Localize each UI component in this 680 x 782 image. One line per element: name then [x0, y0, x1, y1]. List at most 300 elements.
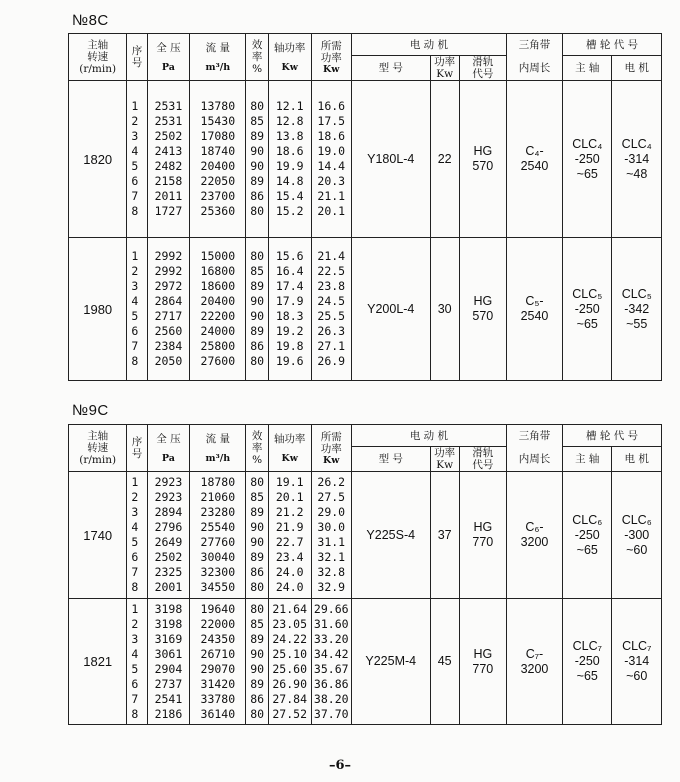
pulley-spindle-code-line: -250 — [574, 654, 600, 668]
flow-value: 25800 — [200, 339, 236, 353]
flow-value: 18780 — [200, 475, 236, 489]
motor-model: Y180L-4 — [351, 81, 430, 238]
seq-number: 4 — [131, 294, 139, 308]
rail-code-line: HG — [473, 144, 493, 158]
flow-value: 24350 — [200, 631, 236, 646]
seq-number: 3 — [131, 129, 139, 143]
req-power-value: 25.5 — [317, 309, 346, 323]
speed-group-row — [69, 472, 662, 599]
rail-code-line: 570 — [472, 159, 494, 173]
header-motor: 电 动 机 — [351, 425, 506, 447]
shaft-power-value: 15.6 — [275, 249, 304, 263]
efficiency-value: 90 — [250, 661, 265, 676]
shaft-power-value: 12.1 — [275, 99, 304, 113]
efficiency-value: 89 — [250, 505, 265, 519]
req-power-value-column — [311, 238, 351, 381]
header-req-power-unit: Kw — [323, 63, 340, 75]
belt-spec — [506, 238, 562, 381]
header-req-power-label-line: 功率 — [320, 442, 342, 455]
shaft-power-value: 16.4 — [275, 264, 304, 278]
flow-value: 25540 — [200, 520, 236, 534]
header-req-power — [311, 34, 351, 81]
flow-value: 22050 — [200, 174, 236, 188]
header-pressure-label: 全 压 — [156, 41, 181, 54]
pulley-motor-code-line: ~55 — [626, 316, 648, 331]
req-power-value: 24.5 — [317, 294, 346, 308]
efficiency-value: 85 — [250, 490, 265, 504]
rail-code-line: 570 — [472, 309, 494, 323]
header-rpm — [69, 34, 127, 81]
pressure-value: 3169 — [154, 631, 183, 646]
req-power-value: 29.66 — [313, 601, 349, 616]
flow-value: 20400 — [200, 294, 236, 308]
req-power-value: 26.3 — [317, 324, 346, 338]
belt-spec-line: C₄- — [525, 144, 544, 158]
efficiency-value: 80 — [250, 249, 265, 263]
shaft-power-value: 19.8 — [275, 339, 304, 353]
shaft-power-value: 24.22 — [272, 631, 307, 646]
pressure-value: 2541 — [154, 691, 183, 706]
shaft-power-value: 17.9 — [275, 294, 304, 308]
header-motor-power-line: 功率 — [434, 56, 456, 68]
header-efficiency — [246, 425, 268, 472]
seq-number-column — [127, 599, 147, 725]
efficiency-value: 86 — [250, 189, 265, 203]
belt-spec — [506, 81, 562, 238]
efficiency-value: 89 — [250, 550, 265, 564]
seq-number: 8 — [131, 706, 139, 721]
seq-number-column — [127, 238, 147, 381]
efficiency-value: 89 — [250, 129, 265, 143]
speed-group-row — [69, 81, 662, 238]
flow-value-column — [190, 238, 246, 381]
pulley-motor-code-line: CLC₇ — [622, 639, 652, 653]
pressure-value: 2413 — [154, 144, 183, 158]
pulley-motor-code-line: ~60 — [626, 542, 648, 557]
header-belt-length: 内周长 — [506, 56, 562, 81]
header-pressure-unit: Pa — [161, 452, 175, 464]
shaft-power-value: 19.1 — [275, 475, 304, 489]
pulley-spindle-code-line: -250 — [574, 301, 600, 316]
pressure-value: 3198 — [154, 616, 183, 631]
pulley-motor-code — [612, 238, 662, 381]
rail-code-line: HG — [473, 646, 493, 661]
pulley-motor-code — [612, 599, 662, 725]
header-rpm-line: 转速 — [87, 51, 109, 63]
header-efficiency-line: % — [252, 63, 263, 75]
seq-number: 1 — [131, 601, 139, 616]
header-efficiency-line: 效 — [251, 430, 263, 442]
header-motor-rail-line: 滑轨 — [472, 56, 494, 68]
req-power-value: 20.3 — [317, 174, 346, 188]
header-motor-rail-line: 代号 — [472, 459, 494, 471]
efficiency-value: 86 — [250, 339, 265, 353]
pressure-value: 2050 — [154, 354, 183, 368]
header-pressure — [147, 34, 190, 81]
efficiency-value: 89 — [250, 676, 265, 691]
header-seq-line: 序 — [131, 45, 143, 57]
pressure-value: 1727 — [154, 204, 183, 218]
shaft-power-value: 25.10 — [272, 646, 307, 661]
seq-number: 7 — [131, 691, 139, 706]
pressure-value: 2796 — [154, 520, 183, 534]
efficiency-value: 89 — [250, 174, 265, 188]
req-power-value: 38.20 — [313, 691, 349, 706]
pressure-value: 2992 — [154, 249, 183, 263]
efficiency-value: 80 — [250, 354, 265, 368]
flow-value: 22000 — [200, 616, 236, 631]
shaft-power-value: 19.9 — [275, 159, 304, 173]
flow-value: 18600 — [200, 279, 236, 293]
flow-value: 27760 — [200, 535, 236, 549]
pulley-motor-code-line: -300 — [624, 527, 650, 542]
seq-number: 3 — [131, 631, 139, 646]
pulley-motor-code-line: -314 — [624, 151, 650, 166]
shaft-power-value: 15.4 — [275, 189, 304, 203]
flow-value: 34550 — [200, 580, 236, 594]
pulley-spindle-code-line: ~65 — [576, 166, 598, 181]
req-power-value: 29.0 — [317, 505, 346, 519]
page-number: –6– — [328, 758, 352, 773]
req-power-value: 14.4 — [317, 159, 346, 173]
flow-value: 23280 — [200, 505, 236, 519]
flow-value: 26710 — [200, 646, 236, 661]
pressure-value: 2737 — [154, 676, 183, 691]
fan-spec-table — [68, 33, 662, 381]
req-power-value: 26.9 — [317, 354, 346, 368]
header-pressure-label: 全 压 — [156, 432, 181, 445]
shaft-power-value-column — [268, 599, 311, 725]
pressure-value-column — [147, 599, 190, 725]
header-motor-rail — [459, 56, 506, 81]
header-shaft-power-unit: Kw — [281, 61, 298, 73]
efficiency-value: 86 — [250, 691, 265, 706]
header-efficiency-line: % — [252, 454, 263, 466]
pulley-spindle-code — [563, 599, 612, 725]
efficiency-value: 90 — [250, 535, 265, 549]
seq-number: 7 — [131, 339, 139, 353]
seq-number: 5 — [131, 309, 139, 323]
header-flow-unit: m³/h — [205, 61, 231, 73]
pulley-spindle-code — [563, 472, 612, 599]
header-pressure-unit: Pa — [161, 61, 175, 73]
efficiency-value: 89 — [250, 279, 265, 293]
shaft-power-value: 26.90 — [272, 676, 307, 691]
header-shaft-power — [268, 34, 311, 81]
motor-model: Y225S-4 — [351, 472, 430, 599]
efficiency-value-column — [246, 599, 268, 725]
pressure-value: 2923 — [154, 490, 183, 504]
shaft-power-value: 21.64 — [272, 601, 307, 616]
pulley-spindle-code-line: ~65 — [576, 316, 598, 331]
pressure-value-column — [147, 238, 190, 381]
req-power-value: 32.8 — [317, 565, 346, 579]
seq-number: 2 — [131, 114, 139, 128]
header-motor-power-line: Kw — [436, 459, 454, 471]
seq-number: 5 — [131, 535, 139, 549]
shaft-power-value: 23.05 — [272, 616, 307, 631]
rail-code-line: 770 — [472, 535, 494, 549]
flow-value: 27600 — [200, 354, 236, 368]
header-motor-rail-line: 代号 — [472, 68, 494, 80]
req-power-value: 30.0 — [317, 520, 346, 534]
rail-code-line: 770 — [472, 661, 494, 676]
shaft-power-value: 27.52 — [272, 706, 307, 721]
header-rpm-line: (r/min) — [79, 63, 117, 75]
pressure-value: 3198 — [154, 601, 183, 616]
header-pulley: 槽 轮 代 号 — [563, 425, 662, 447]
seq-number: 7 — [131, 565, 139, 579]
belt-spec — [506, 599, 562, 725]
efficiency-value: 90 — [250, 520, 265, 534]
shaft-power-value: 12.8 — [275, 114, 304, 128]
shaft-power-value-column — [268, 238, 311, 381]
req-power-value: 27.1 — [317, 339, 346, 353]
shaft-power-value: 18.6 — [275, 144, 304, 158]
flow-value: 33780 — [200, 691, 236, 706]
shaft-power-value: 18.3 — [275, 309, 304, 323]
header-pulley-spindle: 主 轴 — [563, 56, 612, 81]
header-motor-power-line: Kw — [436, 68, 454, 80]
pressure-value: 2923 — [154, 475, 183, 489]
flow-value: 32300 — [200, 565, 236, 579]
pressure-value: 2560 — [154, 324, 183, 338]
section-title: №8C — [72, 12, 109, 29]
flow-value: 13780 — [200, 99, 236, 113]
pulley-motor-code-line: ~60 — [626, 669, 648, 683]
header-efficiency-line: 效 — [251, 39, 263, 51]
belt-spec-line: C₆- — [525, 520, 544, 534]
shaft-power-value: 13.8 — [275, 129, 304, 143]
belt-spec — [506, 472, 562, 599]
header-flow — [190, 425, 246, 472]
header-flow — [190, 34, 246, 81]
header-shaft-power-label: 轴功率 — [273, 432, 306, 445]
rpm-value: 1740 — [69, 472, 127, 599]
motor-model: Y225M-4 — [351, 599, 430, 725]
pressure-value: 2864 — [154, 294, 183, 308]
flow-value: 36140 — [200, 706, 236, 721]
header-rpm-line: 主轴 — [87, 39, 109, 51]
pressure-value: 2531 — [154, 99, 183, 113]
req-power-value: 21.1 — [317, 189, 346, 203]
header-motor: 电 动 机 — [351, 34, 506, 56]
efficiency-value: 80 — [250, 204, 265, 218]
shaft-power-value: 27.84 — [272, 691, 307, 706]
efficiency-value: 90 — [250, 294, 265, 308]
efficiency-value: 86 — [250, 565, 265, 579]
flow-value: 29070 — [200, 661, 236, 676]
seq-number: 7 — [131, 189, 139, 203]
seq-number: 8 — [131, 354, 139, 368]
flow-value: 16800 — [200, 264, 236, 278]
efficiency-value-column — [246, 238, 268, 381]
header-pulley-spindle: 主 轴 — [563, 447, 612, 472]
req-power-value: 31.1 — [317, 535, 346, 549]
efficiency-value: 90 — [250, 309, 265, 323]
seq-number: 5 — [131, 159, 139, 173]
req-power-value: 21.4 — [317, 249, 346, 263]
header-belt: 三角带 — [506, 425, 562, 447]
header-seq — [127, 34, 147, 81]
rpm-value: 1820 — [69, 81, 127, 238]
belt-spec-line: 2540 — [520, 159, 549, 173]
shaft-power-value: 24.0 — [275, 565, 304, 579]
pulley-motor-code — [612, 472, 662, 599]
header-pressure — [147, 425, 190, 472]
req-power-value: 36.86 — [313, 676, 349, 691]
efficiency-value: 85 — [250, 114, 265, 128]
efficiency-value: 90 — [250, 144, 265, 158]
shaft-power-value: 25.60 — [272, 661, 307, 676]
req-power-value: 31.60 — [313, 616, 349, 631]
header-rpm — [69, 425, 127, 472]
pulley-motor-code-line: CLC₆ — [621, 512, 652, 527]
req-power-value: 37.70 — [313, 706, 349, 721]
seq-number: 2 — [131, 616, 139, 631]
pressure-value-column — [147, 81, 190, 238]
pressure-value: 2904 — [154, 661, 183, 676]
flow-value: 24000 — [200, 324, 236, 338]
req-power-value: 32.9 — [317, 580, 346, 594]
motor-model: Y200L-4 — [351, 238, 430, 381]
shaft-power-value: 21.9 — [275, 520, 304, 534]
req-power-value: 32.1 — [317, 550, 346, 564]
flow-value: 20400 — [200, 159, 236, 173]
header-pulley-motor: 电 机 — [612, 447, 662, 472]
pulley-motor-code-line: -342 — [624, 301, 650, 316]
pulley-spindle-code-line: CLC₅ — [572, 286, 603, 301]
pressure-value: 2325 — [154, 565, 183, 579]
seq-number: 8 — [131, 204, 139, 218]
req-power-value: 34.42 — [313, 646, 349, 661]
pressure-value: 2531 — [154, 114, 183, 128]
header-shaft-power-label: 轴功率 — [273, 41, 306, 54]
flow-value: 19640 — [200, 601, 236, 616]
header-pulley: 槽 轮 代 号 — [563, 34, 662, 56]
pulley-spindle-code-line: ~65 — [576, 669, 598, 683]
pressure-value: 3061 — [154, 646, 183, 661]
header-row — [69, 425, 662, 447]
req-power-value-column — [311, 472, 351, 599]
rail-code — [459, 81, 506, 238]
efficiency-value: 89 — [250, 631, 265, 646]
pulley-spindle-code-line: CLC₄ — [572, 136, 603, 151]
flow-value: 21060 — [200, 490, 236, 504]
header-shaft-power-unit: Kw — [281, 452, 298, 464]
req-power-value: 22.5 — [317, 264, 346, 278]
header-efficiency-line: 率 — [251, 442, 263, 454]
req-power-value: 26.2 — [317, 475, 346, 489]
seq-number: 3 — [131, 279, 139, 293]
flow-value: 15430 — [200, 114, 236, 128]
pressure-value: 2972 — [154, 279, 183, 293]
belt-spec-line: 2540 — [520, 309, 549, 323]
header-req-power-unit: Kw — [323, 454, 340, 466]
pulley-motor-code-line: -314 — [624, 654, 650, 668]
req-power-value: 23.8 — [317, 279, 346, 293]
shaft-power-value-column — [268, 472, 311, 599]
pulley-spindle-code-line: CLC₇ — [572, 639, 602, 653]
req-power-value: 20.1 — [317, 204, 346, 218]
header-motor-model: 型 号 — [351, 447, 430, 472]
header-motor-power-line: 功率 — [434, 447, 456, 459]
header-motor-rail — [459, 447, 506, 472]
rail-code — [459, 472, 506, 599]
rail-code-line: HG — [473, 520, 493, 534]
efficiency-value: 85 — [250, 616, 265, 631]
flow-value: 15000 — [200, 249, 236, 263]
seq-number: 3 — [131, 505, 139, 519]
motor-power: 45 — [430, 599, 459, 725]
seq-number-column — [127, 81, 147, 238]
efficiency-value: 80 — [250, 706, 265, 721]
flow-value: 18740 — [200, 144, 236, 158]
shaft-power-value: 22.7 — [275, 535, 304, 549]
header-req-power-label-line: 所需 — [320, 430, 342, 443]
pulley-motor-code-line: CLC₅ — [621, 286, 652, 301]
shaft-power-value: 14.8 — [275, 174, 304, 188]
header-req-power-label-line: 所需 — [320, 39, 342, 52]
pressure-value: 2502 — [154, 550, 183, 564]
efficiency-value: 89 — [250, 324, 265, 338]
flow-value: 25360 — [200, 204, 236, 218]
seq-number-column — [127, 472, 147, 599]
header-belt-length: 内周长 — [506, 447, 562, 472]
seq-number: 5 — [131, 661, 139, 676]
header-belt: 三角带 — [506, 34, 562, 56]
efficiency-value: 90 — [250, 646, 265, 661]
pulley-spindle-code — [563, 238, 612, 381]
seq-number: 4 — [131, 144, 139, 158]
seq-number: 4 — [131, 520, 139, 534]
req-power-value: 19.0 — [317, 144, 346, 158]
pressure-value: 2384 — [154, 339, 183, 353]
belt-spec-line: 3200 — [520, 661, 549, 676]
pulley-spindle-code-line: -250 — [574, 527, 600, 542]
header-efficiency — [246, 34, 268, 81]
flow-value-column — [190, 81, 246, 238]
seq-number: 6 — [131, 324, 139, 338]
seq-number: 6 — [131, 550, 139, 564]
seq-number: 4 — [131, 646, 139, 661]
seq-number: 6 — [131, 676, 139, 691]
pressure-value: 2649 — [154, 535, 183, 549]
motor-power: 22 — [430, 81, 459, 238]
pulley-motor-code — [612, 81, 662, 238]
pressure-value: 2482 — [154, 159, 183, 173]
pressure-value: 2186 — [154, 706, 183, 721]
header-rpm-line: 转速 — [87, 442, 109, 454]
pressure-value: 2011 — [154, 189, 183, 203]
seq-number: 1 — [131, 475, 139, 489]
flow-value: 22200 — [200, 309, 236, 323]
efficiency-value-column — [246, 81, 268, 238]
shaft-power-value: 17.4 — [275, 279, 304, 293]
req-power-value-column — [311, 599, 351, 725]
efficiency-value: 80 — [250, 580, 265, 594]
rail-code — [459, 238, 506, 381]
req-power-value: 16.6 — [317, 99, 346, 113]
header-seq-line: 序 — [131, 436, 143, 448]
speed-group-row — [69, 238, 662, 381]
header-motor-rail-line: 滑轨 — [472, 447, 494, 459]
pulley-spindle-code-line: -250 — [574, 151, 600, 166]
pulley-motor-code-line: ~48 — [626, 166, 648, 181]
flow-value-column — [190, 472, 246, 599]
shaft-power-value: 20.1 — [275, 490, 304, 504]
header-motor-model: 型 号 — [351, 56, 430, 81]
